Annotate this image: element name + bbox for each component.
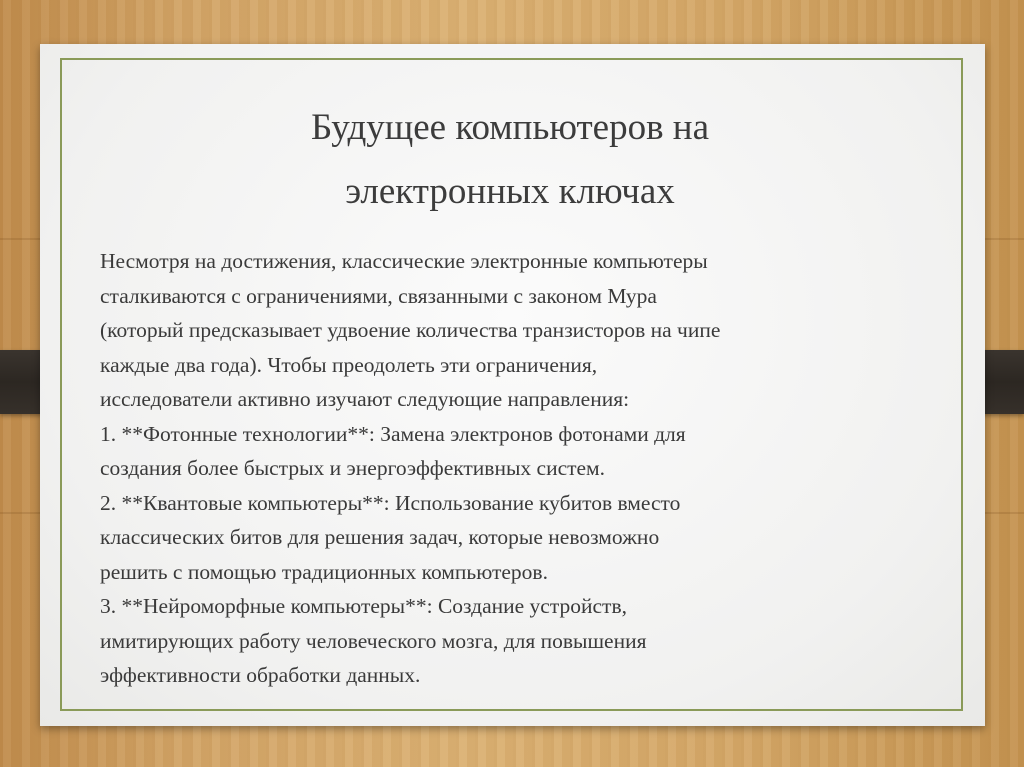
body-line: решить с помощью традиционных компьютеров. bbox=[100, 559, 548, 584]
body-line: эффективности обработки данных. bbox=[100, 663, 421, 687]
slide-card bbox=[40, 44, 985, 726]
slide-title bbox=[130, 96, 890, 224]
body-line: сталкиваются с ограничениями, связанными с законом Мура bbox=[100, 283, 657, 308]
body-line: исследователи активно изучают следующие направления: bbox=[100, 387, 630, 411]
body-line: каждые два года). Чтобы преодолеть эти ограничения, bbox=[100, 352, 598, 377]
body-line: Несмотря на достижения, классические электронные компьютеры bbox=[100, 249, 708, 273]
body-line: имитирующих работу человеческого мозга, для повышения bbox=[100, 628, 647, 653]
list-item-neuromorphic: 3. **Нейроморфные компьютеры**: Создание устройств, bbox=[100, 594, 627, 618]
list-item-photonic: 1. **Фотонные технологии**: Замена электронов фотонами для bbox=[100, 421, 686, 446]
body-line: создания более быстрых и энергоэффективных систем. bbox=[100, 456, 606, 480]
slide-title-line: Будущее компьютеров на bbox=[310, 107, 710, 148]
slide-title-line: электронных ключах bbox=[345, 171, 675, 212]
body-line: классических битов для решения задач, которые невозможно bbox=[100, 525, 660, 549]
slide-body bbox=[100, 244, 900, 693]
list-item-quantum: 2. **Квантовые компьютеры**: Использование кубитов вместо bbox=[100, 490, 681, 515]
body-line: (который предсказывает удвоение количества транзисторов на чипе bbox=[100, 318, 721, 342]
